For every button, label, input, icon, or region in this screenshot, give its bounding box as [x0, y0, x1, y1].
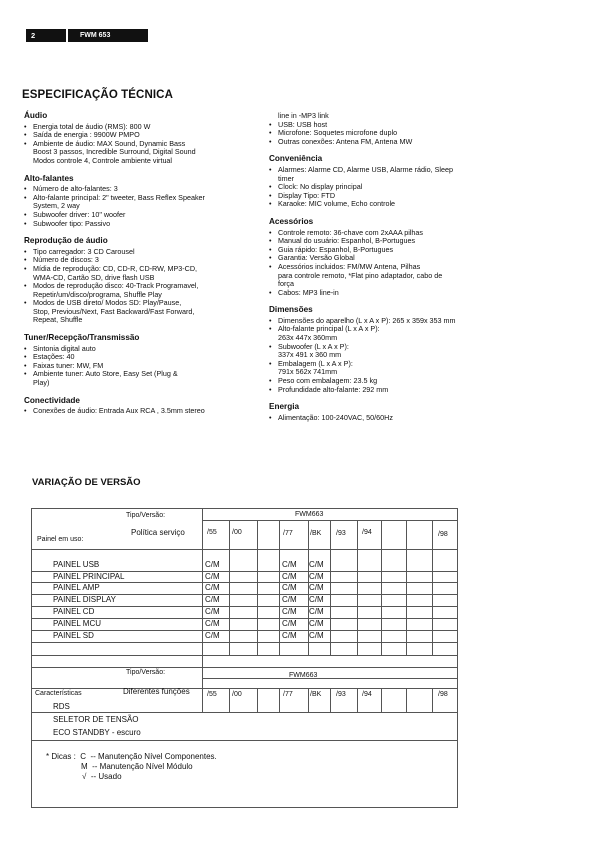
spec-item: timer [278, 173, 294, 183]
spec-item: • Alto-falante principal (L x A x P): [269, 325, 501, 334]
feature-rds: RDS [53, 702, 70, 711]
code-77: /77 [283, 530, 293, 537]
cell-77: C/M [282, 595, 297, 604]
cell-bk: C/M [309, 583, 324, 592]
spec-item: força [278, 279, 294, 289]
spec-item: • Mídia de reprodução: CD, CD-R, CD-RW, MP3-CD, [24, 265, 256, 274]
legend-notes [46, 752, 217, 782]
spec-item: • Número de alto-falantes: 3 [24, 185, 256, 194]
cell-55: C/M [205, 560, 220, 569]
spec-item: Modos controle 4, Controle ambiente virtual [33, 155, 173, 165]
spec-item: Stop, Previous/Next, Fast Backward/Fast Forward, [33, 306, 195, 316]
spec-item: Play) [33, 378, 50, 388]
code-93-2: /93 [336, 691, 346, 698]
spec-item: • Subwoofer tipo: Passivo [24, 220, 256, 229]
spec-section [24, 175, 256, 229]
spec-list [24, 345, 256, 388]
code-55-2: /55 [207, 691, 217, 698]
spec-list [24, 185, 256, 228]
spec-item: line in -MP3 link [278, 111, 329, 120]
cell-77: C/M [282, 572, 297, 581]
panel-name: PAINEL AMP [53, 583, 100, 592]
spec-item: para controle remoto, *Flat pino adaptador, cabo de [278, 270, 443, 280]
spec-item: • Clock: No display principal [269, 183, 501, 192]
spec-list [24, 407, 256, 416]
panel-name: PAINEL SD [53, 631, 94, 640]
spec-item: • Ambiente tuner: Auto Store, Easy Set (Plug & [24, 370, 256, 379]
version-variation-title: VARIAÇÃO DE VERSÃO [32, 477, 141, 488]
spec-item: • USB: USB host [269, 121, 501, 130]
spec-item: • Manual do usuário: Espanhol, B-Portugues [269, 237, 501, 246]
spec-item: • Modos de reprodução disco: 40-Track Programavel, [24, 282, 256, 291]
spec-item: • Dimensões do aparelho (L x A x P): 265 x 359x 353 mm [269, 317, 501, 326]
cell-77: C/M [282, 607, 297, 616]
service-policy-label: Política serviço [131, 528, 185, 537]
spec-section-title: Tuner/Recepção/Transmissão [24, 333, 140, 343]
version-table [31, 508, 458, 808]
panel-name: PAINEL MCU [53, 619, 102, 628]
code-98-2: /98 [438, 691, 448, 698]
spec-column-right [269, 112, 501, 431]
spec-item: • Conexões de áudio: Entrada Aux RCA , 3.5mm stereo [24, 407, 256, 416]
spec-section-title: Reprodução de áudio [24, 236, 108, 246]
cell-bk: C/M [309, 607, 324, 616]
spec-item: • Profundidade alto-falante: 292 mm [269, 386, 501, 395]
spec-item: • Tipo carregador: 3 CD Carousel [24, 248, 256, 257]
spec-item: • Ambiente de áudio: MAX Sound, Dynamic Bass [24, 140, 256, 149]
spec-list [269, 112, 501, 146]
code-94: /94 [362, 529, 372, 536]
spec-item: Boost 3 passos, Incredible Surround, Digital Sound [33, 147, 196, 157]
cell-bk: C/M [309, 572, 324, 581]
code-00: /00 [232, 529, 242, 536]
cell-77: C/M [282, 631, 297, 640]
spec-list [269, 229, 501, 298]
cell-bk: C/M [309, 560, 324, 569]
spec-section [24, 237, 256, 325]
spec-list [269, 166, 501, 209]
cell-77: C/M [282, 583, 297, 592]
spec-list [24, 248, 256, 325]
tipo-versao-label: Tipo/Versão: [126, 512, 166, 519]
spec-item: • Guia rápido: Espanhol, B-Portugues [269, 246, 501, 255]
spec-item: • Saída de energia : 9900W PMPO [24, 131, 256, 140]
spec-item: • Alto-falante principal: 2" tweeter, Bass Reflex Speaker [24, 194, 256, 203]
spec-item: • Controle remoto: 36-chave com 2xAAA pilhas [269, 229, 501, 238]
spec-item: • Estações: 40 [24, 353, 256, 362]
characteristics-label: Características [35, 690, 82, 697]
model-column-header-2: FWM663 [289, 672, 318, 679]
spec-section [24, 334, 256, 388]
spec-section [269, 112, 501, 146]
cell-bk: C/M [309, 631, 324, 640]
panel-name: PAINEL PRINCIPAL [53, 572, 125, 581]
panel-name: PAINEL CD [53, 607, 95, 616]
code-55: /55 [207, 529, 217, 536]
spec-item: • Outras conexões: Antena FM, Antena MW [269, 138, 501, 147]
spec-item: • Faixas tuner: MW, FM [24, 362, 256, 371]
code-77-2: /77 [283, 691, 293, 698]
spec-item: • Acessórios incluidos: FM/MW Antena, Pilhas [269, 263, 501, 272]
code-bk-2: /BK [310, 691, 322, 698]
tipo-versao-label-2: Tipo/Versão: [126, 669, 166, 676]
cell-bk: C/M [309, 595, 324, 604]
panel-name: PAINEL USB [53, 560, 100, 569]
code-98: /98 [438, 531, 448, 538]
spec-item: • Modos de USB direto/ Modos SD: Play/Pause, [24, 299, 256, 308]
spec-item: • Garantia: Versão Global [269, 254, 501, 263]
panel-in-use-label: Painel em uso: [37, 536, 84, 543]
spec-section [269, 218, 501, 297]
legend-symbol-m: M [81, 762, 88, 771]
code-94-2: /94 [362, 691, 372, 698]
spec-item: • Subwoofer driver: 10" woofer [24, 211, 256, 220]
legend-symbol-check: √ [82, 772, 87, 781]
legend-symbol-c: C [80, 752, 87, 761]
spec-item: 337x 491 x 360 mm [278, 350, 342, 360]
spec-item: • Alarmes: Alarme CD, Alarme USB, Alarme rádio, Sleep [269, 166, 501, 175]
spec-item: Repeat, Shuffle [33, 315, 83, 325]
legend-label: * Dicas : [46, 752, 76, 761]
spec-section [24, 397, 256, 416]
document-title: ESPECIFICAÇÃO TÉCNICA [22, 89, 173, 101]
spec-item: WMA-CD, Cartão SD, drive flash USB [33, 272, 155, 282]
spec-section-title: Energia [269, 402, 300, 412]
model-label: FWM 653 [68, 29, 148, 42]
feature-eco-standby: ECO STANDBY - escuro [53, 728, 141, 737]
cell-55: C/M [205, 619, 220, 628]
spec-section-title: Conectividade [24, 395, 80, 405]
spec-item: • Sintonia digital auto [24, 345, 256, 354]
cell-bk: C/M [309, 619, 324, 628]
spec-section-title: Alto-falantes [24, 173, 74, 183]
code-93: /93 [336, 530, 346, 537]
feature-voltage-selector: SELETOR DE TENSÃO [53, 715, 139, 724]
cell-55: C/M [205, 572, 220, 581]
cell-77: C/M [282, 560, 297, 569]
legend-text-m: -- Manutenção Nível Módulo [92, 762, 193, 771]
legend-text-used: -- Usado [90, 772, 122, 781]
spec-item: Repetir/um/disco/programa, Shuffle Play [33, 289, 162, 299]
cell-55: C/M [205, 607, 220, 616]
spec-section [24, 112, 256, 166]
spec-section-title: Conveniência [269, 154, 323, 164]
spec-item: • Peso com embalagem: 23.5 kg [269, 377, 501, 386]
code-bk: /BK [310, 530, 322, 537]
spec-item: • Embalagem (L x A x P): [269, 360, 501, 369]
spec-item: • Karaoke: MIC volume, Echo controle [269, 200, 501, 209]
spec-section [269, 403, 501, 422]
spec-section-title: Dimensões [269, 305, 313, 315]
spec-item: • Energia total de áudio (RMS): 800 W [24, 123, 256, 132]
different-functions-label: Diferentes funções [123, 687, 190, 696]
spec-item: • Cabos: MP3 line-in [269, 289, 501, 298]
spec-list [269, 317, 501, 394]
spec-item: 791x 562x 741mm [278, 367, 338, 377]
legend-text-c: -- Manutenção Nível Componentes. [90, 752, 217, 761]
spec-section [269, 306, 501, 394]
spec-item: • Número de discos: 3 [24, 256, 256, 265]
spec-item: • Alimentação: 100-240VAC, 50/60Hz [269, 414, 501, 423]
cell-55: C/M [205, 631, 220, 640]
spec-item: System, 2 way [33, 201, 80, 211]
spec-section-title: Acessórios [269, 216, 314, 226]
panel-name: PAINEL DISPLAY [53, 595, 116, 604]
spec-item: • Subwoofer (L x A x P): [269, 343, 501, 352]
page-number: 2 [26, 29, 66, 42]
cell-55: C/M [205, 583, 220, 592]
spec-section [269, 155, 501, 209]
cell-55: C/M [205, 595, 220, 604]
spec-list [269, 414, 501, 423]
code-00-2: /00 [232, 691, 242, 698]
spec-item: • Microfone: Soquetes microfone duplo [269, 129, 501, 138]
spec-list [24, 123, 256, 166]
model-column-header: FWM663 [295, 511, 324, 518]
spec-section-title: Áudio [24, 111, 48, 120]
spec-item: • Display Tipo: FTD [269, 192, 501, 201]
spec-item: 263x 447x 360mm [278, 333, 338, 343]
spec-column-left [24, 112, 256, 425]
cell-77: C/M [282, 619, 297, 628]
